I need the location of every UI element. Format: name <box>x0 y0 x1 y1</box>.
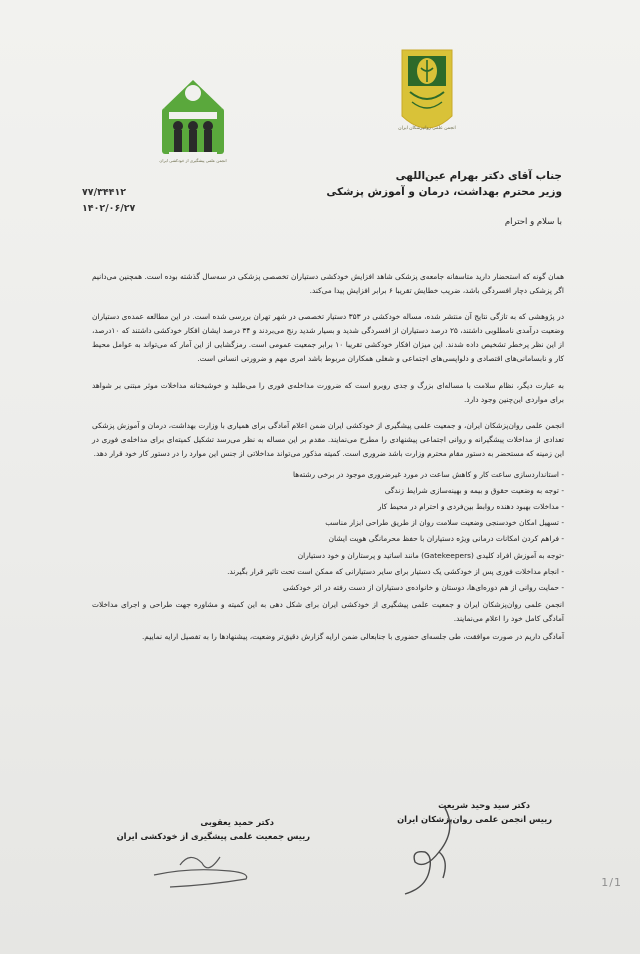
signer-name: دکتر حمید یعقوبی <box>200 817 274 827</box>
signer-title: رییس انجمن علمی روان‌پزشکان ایران <box>397 814 552 824</box>
greeting: با سلام و احترام <box>504 217 562 227</box>
right-logo-caption: انجمن علمی روانپزشکان ایران <box>398 126 456 131</box>
list-item: - فراهم کردن امکانات درمانی ویژه دستیاران با حفظ محرمانگی هویت ایشان <box>328 534 564 544</box>
paragraph: همان گونه که استحضار دارید متاسفانه جامعه‌ی پزشکی شاهد افزایش خودکشی دستیاران تخصصی پزشکی در سه‌سال گذشته بوده است. همچنین می‌دانیم اگر پزشکی دچار افسردگی باشد، ضریب خطایش تقریبا ۶ برابر افزایش پیدا می‌کند. <box>92 272 564 296</box>
list-item: - استانداردسازی ساعت کار و کاهش ساعت در مورد غیرضروری موجود در برخی رشته‌ها <box>292 470 564 480</box>
list-item: -توجه به آموزش افراد کلیدی (Gatekeepers) مانند اساتید و پرستاران و خود دستیاران <box>297 550 564 560</box>
list-item: - حمایت روانی از هم دوره‌ای‌ها، دوستان و خانواده‌ی دستیاران از دست رفته در اثر خودکشی <box>283 582 564 592</box>
closing-paragraph: آمادگی داریم در صورت موافقت، طی جلسه‌ای حضوری با جنابعالی ضمن ارایه گزارش دقیق‌تر وضعیت، پیشنهادها را به تفصیل ارایه نماییم. <box>141 631 564 641</box>
reference-block <box>82 185 162 217</box>
paragraph: در پژوهشی که به تازگی نتایج آن منتشر شده، مساله خودکشی در ۳۵۳ دستیار تخصصی در شهر تهران بررسی شده است. در این مطالعه عمده‌ی دستیاران وضعیت درآمدی نامطلوبی داشتند، ۲۵ درصد دستیاران از افسردگی شدید و بسیار شدید رنج می‌بردند و ۳۴ درصد ایشان افکار خودکشی داشتند که ۱۰درصد، از این نظر پرخطر تشخیص داده شدند. این میزان افکار خودکشی تقریبا ۱۰ برابر جمعیت عمومی است. رمزگشایی از این آمار که می‌تواند به عوامل محیط کار و نابسامانی‌های اقتصادی و دلواپسی‌های اجتماعی و شغلی همکاران مربوط باشد امری مهم و ضرورتی انسانی است. <box>92 312 565 364</box>
list-item: - مداخلات بهبود دهنده روابط بین‌فردی و احترام در محیط کار <box>377 502 564 512</box>
closing-paragraph: انجمن علمی روان‌پزشکان ایران و جمعیت علمی پیشگیری از خودکشی ایران برای شکل دهی به این کمیته و مشاوره جهت طراحی و اجرای مداخلات آمادگی کامل خود را اعلام می‌نمایند. <box>92 599 564 623</box>
reference-date: ۱۴۰۲/۰۶/۲۷ <box>82 203 136 214</box>
signature-scribble-left-icon <box>150 845 260 895</box>
signer-title: رییس جمعیت علمی پیشگیری از خودکشی ایران <box>116 831 310 841</box>
addressee-name: جناب آقای دکتر بهرام عین‌اللهی <box>395 170 562 182</box>
list-item: - توجه به وضعیت حقوق و بیمه و بهینه‌سازی شرایط زندگی <box>384 486 564 496</box>
page-indicator: 1/1 <box>601 876 622 889</box>
signature-scribble-right-icon <box>385 800 485 900</box>
intervention-list <box>92 467 564 596</box>
left-logo-caption: انجمن علمی پیشگیری از خودکشی ایران <box>159 158 227 163</box>
letter-body <box>92 270 564 656</box>
paragraph: انجمن علمی روان‌پزشکان ایران، و جمعیت علمی پیشگیری از خودکشی ایران ضمن اعلام آمادگی برای همیاری با وزارت بهداشت، درمان و آموزش پزشکی تعدادی از مداخلات پیشگیرانه و روانی اجتماعی پیشنهادی را مطرح می‌نمایند. مقدم بر این مساله به نظر می‌رسد تشکیل کمیته‌ای برای مداخله‌ی فوری در این زمینه که مستحضر به دستور مقام محترم وزارت باشد ضروری است. کمیته مذکور می‌تواند مداخلاتی از جنس این موارد را در دستور کار خود قرار دهد. <box>92 420 564 458</box>
list-item: - انجام مداخلات فوری پس از خودکشی یک دستیار برای سایر دستیارانی که ممکن است تحت تاثیر قرار بگیرند. <box>227 566 564 576</box>
paragraph: به عبارت دیگر، نظام سلامت با مساله‌ای بزرگ و جدی روبرو است که ضرورت مداخله‌ی فوری را می‌طلبد و خوشبختانه مداخلات موثر مبتنی بر شواهد برای مواردی این‌چنین وجود دارد. <box>92 380 564 404</box>
addressee-title: وزیر محترم بهداشت، درمان و آموزش پزشکی <box>326 186 562 198</box>
signer-name: دکتر سید وحید شریعت <box>438 800 530 810</box>
addressee-block <box>202 168 562 201</box>
reference-number: ۷۷/۳۴۴۱۲ <box>82 187 127 198</box>
list-item: - تسهیل امکان خودسنجی وضعیت سلامت روان از طریق طراحی ابزار مناسب <box>325 518 564 528</box>
signature-left <box>117 815 310 843</box>
association-emblem-icon <box>160 78 226 164</box>
